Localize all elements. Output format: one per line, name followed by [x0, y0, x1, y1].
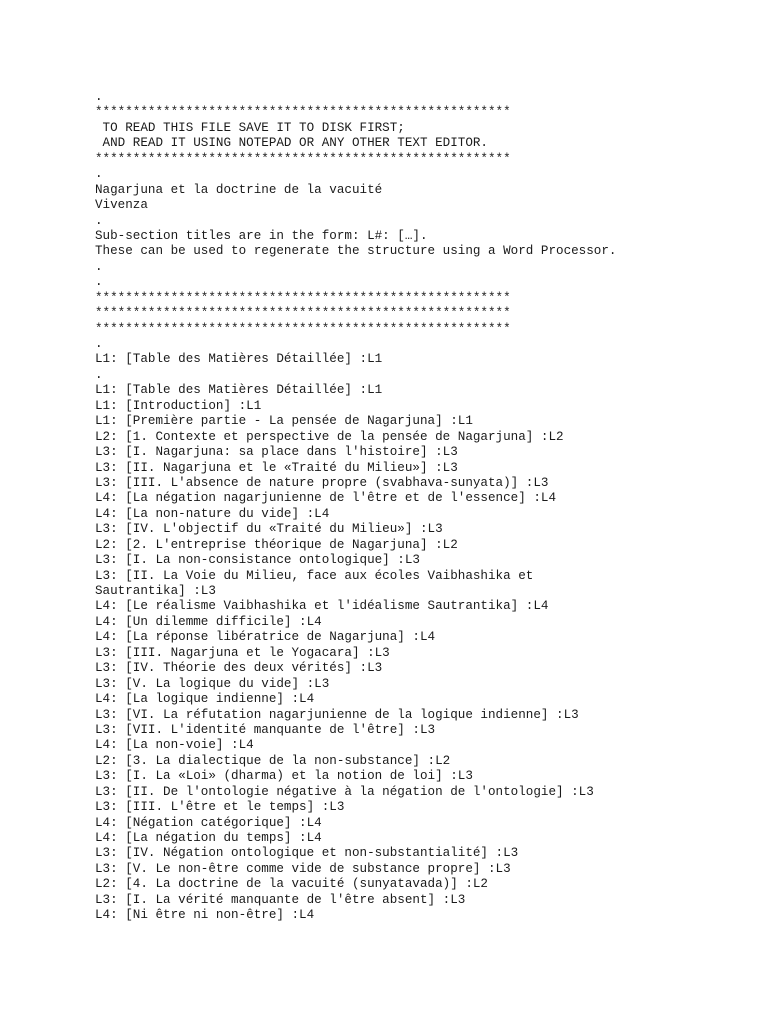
toc-entry: L1: [Introduction] :L1 [95, 398, 262, 413]
notice-line: AND READ IT USING NOTEPAD OR ANY OTHER TEXT EDITOR. [95, 136, 488, 151]
toc-entry: L4: [Un dilemme difficile] :L4 [95, 614, 322, 629]
text-line: . [95, 275, 103, 290]
text-line: . [95, 367, 103, 382]
text-line: . [95, 213, 103, 228]
toc-entry: L3: [I. La vérité manquante de l'être absent] :L3 [95, 892, 466, 907]
text-line: . [95, 90, 103, 104]
info-line: Sub-section titles are in the form: L#: […]. [95, 228, 428, 243]
toc-entry: L4: [La négation nagarjunienne de l'être et de l'essence] :L4 [95, 491, 557, 506]
notice-line: TO READ THIS FILE SAVE IT TO DISK FIRST; [95, 120, 405, 135]
toc-entry: L1: [Première partie - La pensée de Nagarjuna] :L1 [95, 414, 473, 429]
asterisk-divider: ******************************************************* [95, 151, 511, 166]
toc-entry: L1: [Table des Matières Détaillée] :L1 [95, 352, 383, 367]
info-line: These can be used to regenerate the structure using a Word Processor. [95, 244, 617, 259]
toc-entry: L3: [IV. Théorie des deux vérités] :L3 [95, 661, 383, 676]
toc-entry: L4: [Négation catégorique] :L4 [95, 815, 322, 830]
toc-entry: L3: [III. L'être et le temps] :L3 [95, 800, 345, 815]
toc-entry: L3: [I. Nagarjuna: sa place dans l'histoire] :L3 [95, 445, 458, 460]
toc-entry: L3: [II. La Voie du Milieu, face aux écoles Vaibhashika et [95, 568, 534, 583]
toc-entry-continuation: Sautrantika] :L3 [95, 584, 216, 598]
text-line: . [95, 167, 103, 182]
toc-entry: L3: [III. L'absence de nature propre (svabhava-sunyata)] :L3 [95, 475, 549, 490]
toc-entry: L4: [La non-voie] :L4 [95, 738, 254, 753]
toc-entry: L3: [IV. Négation ontologique et non-substantialité] :L3 [95, 846, 519, 861]
toc-entry: L3: [V. La logique du vide] :L3 [95, 676, 330, 691]
document-page [95, 90, 755, 924]
asterisk-divider: ******************************************************* [95, 290, 511, 305]
asterisk-divider: ******************************************************* [95, 306, 511, 321]
toc-entry: L4: [Ni être ni non-être] :L4 [95, 908, 315, 923]
asterisk-divider: ******************************************************* [95, 105, 511, 120]
toc-entry: L2: [3. La dialectique de la non-substance] :L2 [95, 753, 451, 768]
text-line: . [95, 337, 103, 351]
toc-entry: L4: [La négation du temps] :L4 [95, 831, 322, 845]
asterisk-divider: ******************************************************* [95, 321, 511, 336]
text-line: . [95, 259, 103, 274]
document-author: Vivenza [95, 198, 148, 213]
toc-entry: L4: [La non-nature du vide] :L4 [95, 506, 330, 521]
toc-entry: L3: [VII. L'identité manquante de l'être] :L3 [95, 722, 436, 737]
document-title: Nagarjuna et la doctrine de la vacuité [95, 182, 383, 197]
toc-entry: L3: [II. De l'ontologie négative à la négation de l'ontologie] :L3 [95, 784, 594, 799]
toc-entry: L3: [I. La «Loi» (dharma) et la notion de loi] :L3 [95, 769, 473, 784]
toc-entry: L1: [Table des Matières Détaillée] :L1 [95, 383, 383, 398]
toc-entry: L4: [La réponse libératrice de Nagarjuna] :L4 [95, 630, 436, 645]
toc-entry: L2: [4. La doctrine de la vacuité (sunyatavada)] :L2 [95, 877, 488, 892]
toc-entry: L3: [III. Nagarjuna et le Yogacara] :L3 [95, 645, 390, 660]
toc-entry: L3: [V. Le non-être comme vide de substance propre] :L3 [95, 861, 511, 876]
toc-entry: L3: [II. Nagarjuna et le «Traité du Milieu»] :L3 [95, 460, 458, 475]
toc-entry: L4: [Le réalisme Vaibhashika et l'idéalisme Sautrantika] :L4 [95, 599, 549, 614]
toc-entry: L2: [1. Contexte et perspective de la pensée de Nagarjuna] :L2 [95, 429, 564, 444]
toc-entry: L3: [VI. La réfutation nagarjunienne de la logique indienne] :L3 [95, 707, 579, 722]
toc-entry: L3: [IV. L'objectif du «Traité du Milieu»] :L3 [95, 522, 443, 537]
toc-entry: L4: [La logique indienne] :L4 [95, 692, 315, 707]
toc-entry: L3: [I. La non-consistance ontologique] :L3 [95, 553, 420, 568]
toc-entry: L2: [2. L'entreprise théorique de Nagarjuna] :L2 [95, 537, 458, 552]
